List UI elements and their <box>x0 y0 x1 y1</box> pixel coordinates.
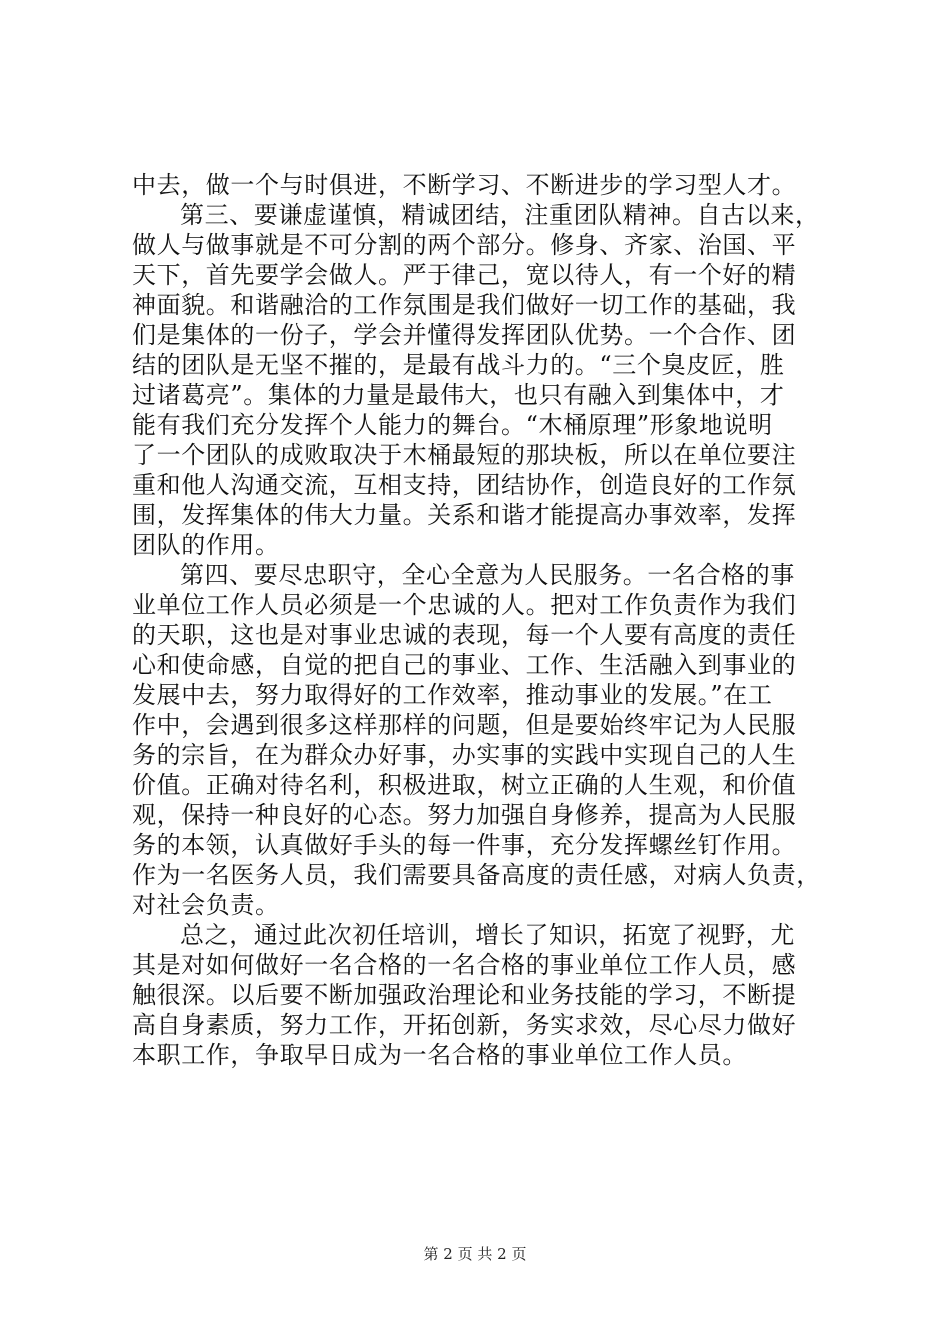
text-line: 务的本领，认真做好手头的每一件事，充分发挥螺丝钉作用。 <box>132 831 797 859</box>
text-line: 作为一名医务人员，我们需要具备高度的责任感，对病人负责， <box>132 861 821 889</box>
paragraph-start-line: 第三、要谦虚谨慎，精诚团结，注重团队精神。自古以来， <box>180 201 820 229</box>
text-line: 业单位工作人员必须是一个忠诚的人。把对工作负责作为我们 <box>132 591 797 619</box>
text-line: 发展中去，努力取得好的工作效率，推动事业的发展。”在工 <box>132 681 773 709</box>
page-footer: 第 2 页 共 2 页 <box>423 1245 527 1263</box>
document-body <box>132 170 832 1070</box>
text-line: 价值。正确对待名利，积极进取，树立正确的人生观，和价值 <box>132 771 797 799</box>
text-line: 对社会负责。 <box>132 891 280 919</box>
text-line: 的天职，这也是对事业忠诚的表现，每一个人要有高度的责任 <box>132 621 797 649</box>
text-line: 们是集体的一份子，学会并懂得发挥团队优势。一个合作、团 <box>132 321 797 349</box>
text-line: 做人与做事就是不可分割的两个部分。修身、齐家、治国、平 <box>132 231 797 259</box>
text-line: 能有我们充分发挥个人能力的舞台。“木桶原理”形象地说明 <box>132 411 773 439</box>
text-line: 务的宗旨，在为群众办好事，办实事的实践中实现自己的人生 <box>132 741 797 769</box>
text-line: 本职工作，争取早日成为一名合格的事业单位工作人员。 <box>132 1041 747 1069</box>
text-line: 高自身素质，努力工作，开拓创新，务实求效，尽心尽力做好 <box>132 1011 797 1039</box>
text-line: 心和使命感，自觉的把自己的事业、工作、生活融入到事业的 <box>132 651 797 679</box>
text-line: 观，保持一种良好的心态。努力加强自身修养，提高为人民服 <box>132 801 797 829</box>
text-line: 其是对如何做好一名合格的一名合格的事业单位工作人员，感 <box>132 951 797 979</box>
text-line: 过诸葛亮”。集体的力量是最伟大，也只有融入到集体中，才 <box>132 381 785 409</box>
text-line: 结的团队是无坚不摧的，是最有战斗力的。“三个臭皮匠，胜 <box>132 351 785 379</box>
text-line: 天下，首先要学会做人。严于律己，宽以待人，有一个好的精 <box>132 261 797 289</box>
text-line: 触很深。以后要不断加强政治理论和业务技能的学习，不断提 <box>132 981 797 1009</box>
paragraph-start-line: 第四、要尽忠职守，全心全意为人民服务。一名合格的事 <box>180 561 795 589</box>
text-line: 了一个团队的成败取决于木桶最短的那块板，所以在单位要注 <box>132 441 797 469</box>
text-line: 重和他人沟通交流，互相支持，团结协作，创造良好的工作氛 <box>132 471 797 499</box>
text-line: 神面貌。和谐融洽的工作氛围是我们做好一切工作的基础，我 <box>132 291 797 319</box>
paragraph-start-line: 总之，通过此次初任培训，增长了知识，拓宽了视野，尤 <box>180 921 795 949</box>
text-line: 作中，会遇到很多这样那样的问题，但是要始终牢记为人民服 <box>132 711 797 739</box>
text-line: 团队的作用。 <box>132 531 280 559</box>
text-line: 围，发挥集体的伟大力量。关系和谐才能提高办事效率，发挥 <box>132 501 797 529</box>
text-line: 中去，做一个与时俱进，不断学习、不断进步的学习型人才。 <box>132 171 797 199</box>
